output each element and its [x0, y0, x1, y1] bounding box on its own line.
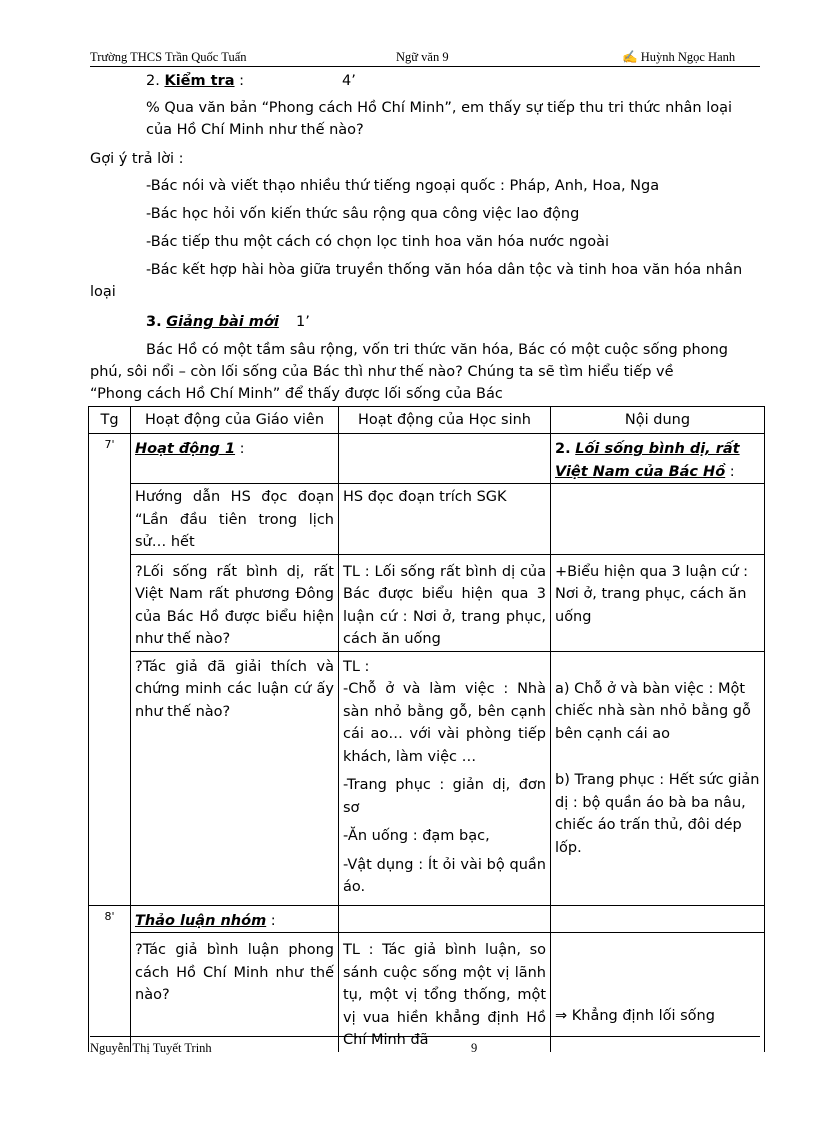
student-line: -Chỗ ở và làm việc : Nhà sàn nhỏ bằng gỗ, bên cạnh cái ao… với vài phòng tiếp khách, làm việc … [343, 681, 546, 765]
content-heading-colon: : [725, 463, 735, 480]
lesson-table [88, 406, 765, 1052]
student-cell-answer-1: TL : Lối sống rất bình dị của Bác được biểu hiện qua 3 luận cứ : Nơi ở, trang phục, cách ăn uống [339, 554, 551, 651]
student-line: TL : [343, 658, 370, 675]
answer-2: -Bác học hỏi vốn kiến thức sâu rộng qua công việc lao động [146, 206, 580, 222]
time-value-1: 7' [104, 438, 115, 451]
answer-1: -Bác nói và viết thạo nhiều thứ tiếng ngoại quốc : Pháp, Anh, Hoa, Nga [146, 178, 660, 194]
teacher-cell-question-1: ?Lối sống rất bình dị, rất Việt Nam rất phương Đông của Bác Hồ được biểu hiện như thế nào? [131, 554, 339, 651]
empty-cell [551, 484, 765, 555]
time-value-2: 8' [104, 909, 115, 923]
header-teacher [622, 50, 735, 65]
answer-4-line2: loại [90, 284, 116, 300]
time-cell-2 [89, 905, 131, 1052]
time-cell-1 [89, 434, 131, 906]
table-row [89, 434, 765, 484]
lesson-intro-line2: phú, sôi nổi – còn lối sống của Bác thì như thế nào? Chúng ta sẽ tìm hiểu tiếp về [90, 364, 674, 380]
footer-author: Nguyễn Thị Tuyết Trinh [90, 1041, 212, 1055]
content-line: a) Chỗ ở và bàn việc : Một chiếc nhà sàn nhỏ bằng gỗ bên cạnh cái ao [555, 680, 751, 742]
check-title: Kiểm tra [164, 73, 235, 89]
answer-3: -Bác tiếp thu một cách có chọn lọc tinh hoa văn hóa nước ngoài [146, 234, 610, 250]
empty-cell [551, 905, 765, 933]
answer-4-line1: -Bác kết hợp hài hòa giữa truyền thống văn hóa dân tộc và tinh hoa văn hóa nhân [146, 262, 743, 278]
header-subject: Ngữ văn 9 [396, 50, 449, 64]
content-heading-cell [551, 434, 765, 484]
student-line: -Vật dụng : Ít ỏi vài bộ quần áo. [343, 856, 546, 895]
header-rule [90, 66, 760, 67]
question-icon: % [146, 100, 160, 116]
implies-arrow-icon: ⇒ [555, 1008, 568, 1024]
table-row [89, 933, 765, 1052]
check-question-line2: của Hồ Chí Minh như thế nào? [146, 122, 364, 138]
teacher-cell-question-3: ?Tác giả bình luận phong cách Hồ Chí Minh như thế nào? [131, 933, 339, 1052]
activity-2-colon: : [266, 912, 276, 929]
lesson-number: 3. [146, 314, 162, 330]
content-cell-1: +Biểu hiện qua 3 luận cứ : Nơi ở, trang phục, cách ăn uống [551, 554, 765, 651]
question-text-1: Qua văn bản “Phong cách Hồ Chí Minh”, em thấy sự tiếp thu tri thức nhân loại [164, 100, 733, 116]
table-header-row [89, 407, 765, 434]
check-colon: : [239, 73, 245, 89]
teacher-cell-question-2: ?Tác giả đã giải thích và chứng minh các luận cứ ấy như thế nào? [131, 651, 339, 905]
header-school: Trường THCS Trần Quốc Tuấn [90, 50, 247, 64]
footer-rule [90, 1036, 760, 1037]
header-teacher-activity: Hoạt động của Giáo viên [131, 407, 339, 434]
student-cell-answer-2 [339, 651, 551, 905]
activity-cell-1 [131, 434, 339, 484]
student-cell-answer-3: TL : Tác giả bình luận, so sánh cuộc sống một vị lãnh tụ, một vị tổng thống, một vị vua hiền khẳng định Hồ Chí Minh đã [339, 933, 551, 1052]
lesson-intro-line3: “Phong cách Hồ Chí Minh” để thấy được lối sống của Bác [90, 386, 503, 402]
table-row [89, 651, 765, 905]
lesson-title: Giảng bài mới [166, 314, 279, 330]
content-heading-number: 2. [555, 441, 571, 457]
activity-2-title: Thảo luận nhóm [135, 912, 267, 929]
student-line: -Trang phục : giản dị, đơn sơ [343, 777, 546, 816]
pen-icon: ✍ [622, 50, 638, 64]
content-cell-3 [551, 933, 765, 1052]
header-tg: Tg [89, 407, 131, 434]
content-conclusion: Khẳng định lối sống [571, 1008, 715, 1024]
content-line: b) Trang phục : Hết sức giản dị : bộ quần áo bà ba nâu, chiếc áo trấn thủ, đôi dép lốp. [555, 772, 760, 856]
header-teacher-name: Huỳnh Ngọc Hanh [640, 50, 736, 64]
table-row [89, 905, 765, 933]
student-line: -Ăn uống : đạm bạc, [343, 828, 490, 844]
check-time: 4’ [342, 73, 356, 89]
footer-page-number: 9 [471, 1041, 478, 1055]
teacher-cell-read: Hướng dẫn HS đọc đoạn “Lần đầu tiên trong lịch sử… hết [131, 484, 339, 555]
empty-cell [339, 434, 551, 484]
student-cell-read: HS đọc đoạn trích SGK [339, 484, 551, 555]
hint-title: Gợi ý trả lời : [90, 151, 184, 167]
check-heading [146, 70, 244, 92]
table-row [89, 554, 765, 651]
table-row [89, 484, 765, 555]
lesson-intro-line1: Bác Hồ có một tầm sâu rộng, vốn tri thức văn hóa, Bác có một cuộc sống phong [146, 342, 729, 358]
content-cell-2 [551, 651, 765, 905]
activity-cell-2 [131, 905, 339, 933]
lesson-time: 1’ [296, 314, 310, 330]
content-heading-title: Lối sống bình dị, rất Việt Nam của Bác Hồ [555, 441, 740, 480]
lesson-heading [146, 311, 279, 333]
activity-1-colon: : [235, 441, 245, 457]
check-number: 2. [146, 73, 160, 89]
empty-cell [339, 905, 551, 933]
check-question-line1 [146, 97, 732, 119]
activity-1-title: Hoạt động 1 [135, 441, 236, 457]
header-content: Nội dung [551, 407, 765, 434]
header-student-activity: Hoạt động của Học sinh [339, 407, 551, 434]
